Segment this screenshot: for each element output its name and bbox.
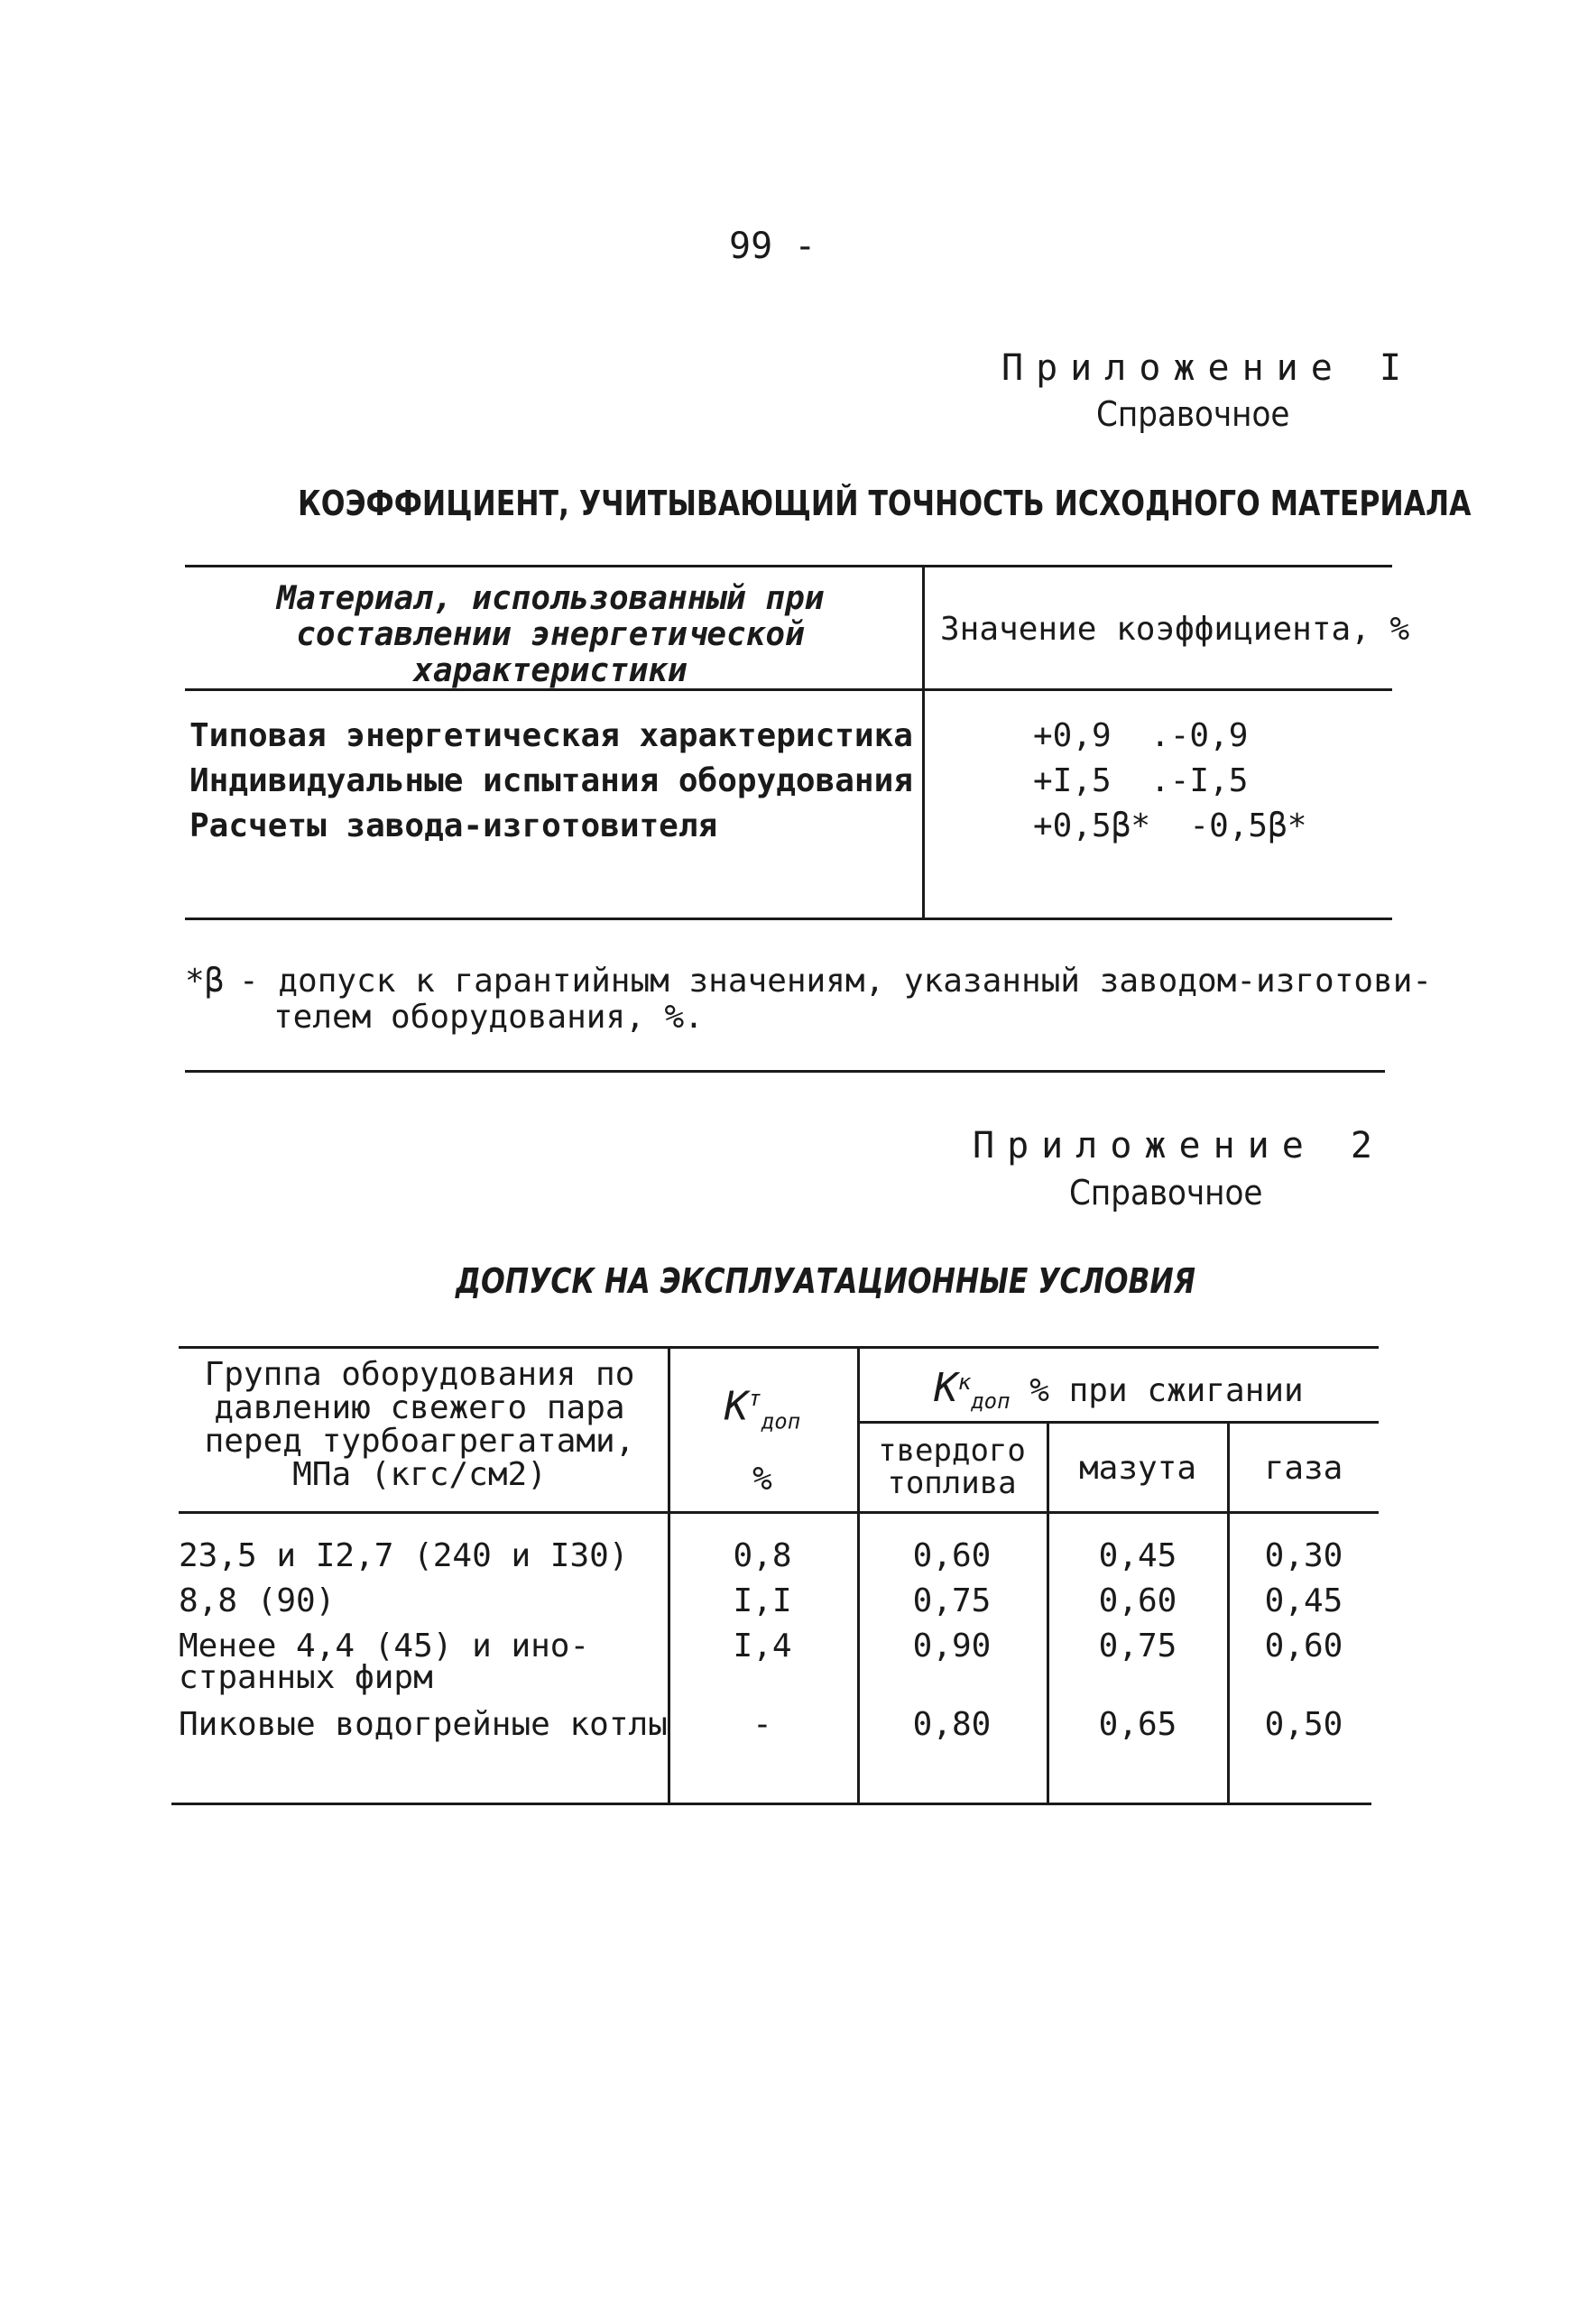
- footnote-line: телем оборудования, %.: [273, 999, 704, 1036]
- table2-row-kt: -: [752, 1706, 772, 1743]
- table2-row-solid: 0,60: [912, 1537, 992, 1574]
- appendix2-kind: Справочное: [1069, 1173, 1263, 1213]
- table2-row-gas: 0,60: [1264, 1628, 1343, 1665]
- table2-header-rule: [179, 1511, 1379, 1514]
- table2-row-mazut: 0,75: [1098, 1628, 1177, 1665]
- table2-kk-header: [862, 1364, 1376, 1419]
- appendix2-title: Приложение 2: [973, 1125, 1385, 1167]
- table2-divider: [857, 1346, 860, 1803]
- kt-sub: доп: [761, 1408, 801, 1434]
- table2-row-group: 8,8 (90): [179, 1582, 336, 1619]
- table2-kt-unit: %: [752, 1461, 772, 1498]
- table2-subheader-mazut: мазута: [1078, 1450, 1197, 1487]
- kk-rest: % при сжигании: [1029, 1372, 1304, 1409]
- table2-row-solid: 0,90: [912, 1628, 992, 1665]
- table2-row-kt: 0,8: [733, 1537, 792, 1574]
- kt-symbol: K: [724, 1383, 749, 1430]
- table2-kt-header: [672, 1380, 853, 1439]
- col1-header-line: давлению свежего пара: [214, 1389, 625, 1426]
- appendix1-heading: КОЭФФИЦИЕНТ, УЧИТЫВАЮЩИЙ ТОЧНОСТЬ ИСХОДНОГО МАТЕРИАЛА: [298, 484, 1472, 523]
- table2-row-gas: 0,45: [1264, 1582, 1343, 1619]
- table2-row-mazut: 0,45: [1098, 1537, 1177, 1574]
- table2-subheader-rule: [857, 1421, 1379, 1424]
- col1-header-line: перед турбоагрегатами,: [204, 1423, 635, 1460]
- table2-top-rule: [179, 1346, 1379, 1349]
- table2-row-mazut: 0,65: [1098, 1706, 1177, 1743]
- col1-header-line: МПа (кгс/см2): [292, 1456, 547, 1493]
- table2-row-gas: 0,30: [1264, 1537, 1343, 1574]
- section-separator: [185, 1070, 1385, 1073]
- table1-bottom-rule: [185, 918, 1392, 920]
- col1-header-line: Группа оборудования по: [204, 1356, 635, 1393]
- table2-row-solid: 0,75: [912, 1582, 992, 1619]
- kt-sup: т: [748, 1386, 761, 1411]
- footnote-line: - допуск к гарантийным значениям, указанный заводом-изготови-: [239, 963, 1433, 1000]
- table2-subheader-gas: газа: [1264, 1450, 1343, 1487]
- table2-row-group: 23,5 и I2,7 (240 и I30): [179, 1537, 629, 1574]
- kk-sup: к: [957, 1370, 972, 1395]
- table2-row-group: Пиковые водогрейные котлы: [179, 1706, 668, 1743]
- table1-col2-header: Значение коэффициента, %: [940, 611, 1410, 648]
- appendix1-title: Приложение I: [1001, 347, 1414, 389]
- table1-row-material: Типовая энергетическая характеристика: [189, 717, 913, 754]
- table2-row-solid: 0,80: [912, 1706, 992, 1743]
- appendix1-kind: Справочное: [1096, 394, 1290, 434]
- table1-row-value: +0,9 .-0,9: [1033, 717, 1249, 754]
- table1-row-value: +I,5 .-I,5: [1033, 762, 1249, 799]
- table1-top-rule: [185, 565, 1392, 567]
- table1-row-material: Расчеты завода-изготовителя: [189, 807, 718, 844]
- table2-divider: [1227, 1421, 1230, 1803]
- table2-bottom-rule: [171, 1803, 1371, 1805]
- page-number: 99 -: [729, 226, 817, 267]
- table2-divider: [1047, 1421, 1049, 1803]
- table1-row-material: Индивидуальные испытания оборудования: [189, 762, 913, 799]
- col1-header-line: характеристики: [413, 652, 688, 689]
- table2-row-kt: I,I: [733, 1582, 792, 1619]
- table2-row-kt: I,4: [733, 1628, 792, 1665]
- table2-subheader-solid: твердого топлива: [878, 1433, 1026, 1501]
- table1-col1-header: [189, 581, 911, 689]
- kk-sub: доп: [971, 1388, 1011, 1415]
- table2-col1-header: [180, 1358, 659, 1491]
- col1-header-line: Материал, использованный при: [276, 580, 825, 617]
- table2-row-gas: 0,50: [1264, 1706, 1343, 1743]
- kk-symbol: K: [934, 1365, 958, 1411]
- footnote-mark: *β: [185, 963, 225, 1000]
- table2-divider: [668, 1346, 670, 1803]
- table2-row-group: Менее 4,4 (45) и ино-: [179, 1628, 590, 1665]
- col1-header-line: составлении энергетической: [296, 616, 805, 653]
- appendix2-heading: ДОПУСК НА ЭКСПЛУАТАЦИОННЫЕ УСЛОВИЯ: [456, 1261, 1195, 1301]
- table2-row-mazut: 0,60: [1098, 1582, 1177, 1619]
- table1-column-divider: [922, 565, 925, 918]
- table2-row-group-cont: странных фирм: [179, 1659, 433, 1696]
- footnote: [239, 964, 1432, 1036]
- table1-row-value: +0,5β* -0,5β*: [1033, 807, 1307, 844]
